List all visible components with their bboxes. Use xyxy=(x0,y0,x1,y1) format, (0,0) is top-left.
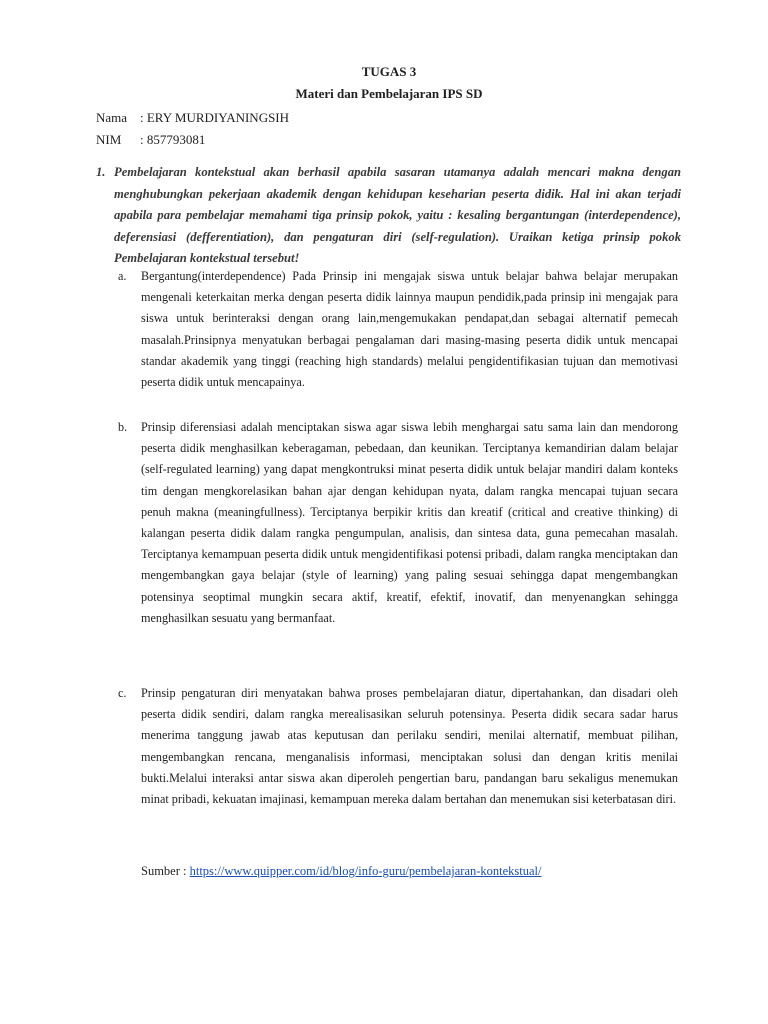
document-subtitle: Materi dan Pembelajaran IPS SD xyxy=(295,86,483,101)
answer-text: Bergantung(interdependence) Pada Prinsip ini mengajak siswa untuk belajar bahwa belajar merupakan mengenali keterkaitan merka dengan peserta didik lainnya maupun pendidik,pada prinsip ini mengajak para siswa untuk berinteraksi dengan orang lain,mengemukakan pendapat,dan sebagai alternatif pemecah masalah.Prinsipnya menyatukan berbagai pengalaman dari masing-masing peserta didik untuk mencapai standar akademik yang tinggi (reaching high standards) melalui pengidentifikasian tujuan dan memotivasi peserta didik untuk mencapainya. xyxy=(141,269,678,390)
nim-value: : 857793081 xyxy=(140,132,206,147)
answer-item-a xyxy=(118,266,678,393)
nim-label: NIM xyxy=(96,132,122,147)
answer-marker: c. xyxy=(118,686,127,700)
question-block xyxy=(96,162,681,270)
student-name-row xyxy=(96,110,289,126)
source-label: Sumber : xyxy=(141,864,190,878)
source-line xyxy=(141,864,542,879)
answer-text: Prinsip pengaturan diri menyatakan bahwa proses pembelajaran diatur, dipertahankan, dan disadari oleh peserta didik sendiri, dalam rangka merealisasikan seluruh potensinya. Peserta didik secara sadar harus menerima tanggung jawab atas keputusan dan perilaku sendiri, menilai alternatif, membuat pilihan, mengembangkan rencana, menganalisis informasi, menciptakan solusi dan dengan kritis menilai bukti.Melalui interaksi antar siswa akan diperoleh pengertian baru, pandangan baru sekaligus menemukan minat pribadi, kekuatan imajinasi, kemampuan mereka dalam bertahan dan menemukan sisi keterbatasan diri. xyxy=(141,686,678,807)
source-link[interactable]: https://www.quipper.com/id/blog/info-guru/pembelajaran-kontekstual/ xyxy=(189,864,542,878)
name-value: : ERY MURDIYANINGSIH xyxy=(140,110,290,125)
document-title: TUGAS 3 xyxy=(361,64,417,79)
question-text: Pembelajaran kontekstual akan berhasil apabila sasaran utamanya adalah mencari makna dengan menghubungkan pekerjaan akademik dengan kehidupan keseharian peserta didik. Hal ini akan terjadi apabila para pembelajar memahami tiga prinsip pokok, yaitu : kesaling bergantungan (interdependence), deferensiasi (defferentiation), dan pengaturan diri (self-regulation). Uraikan ketiga prinsip pokok Pembelajaran kontekstual tersebut! xyxy=(114,165,681,265)
answer-marker: a. xyxy=(118,269,127,283)
answer-marker: b. xyxy=(118,420,128,434)
answer-text: Prinsip diferensiasi adalah menciptakan siswa agar siswa lebih menghargai satu sama lain dan mendorong peserta didik menghasilkan keberagaman, pebedaan, dan keunikan. Terciptanya kemandirian dalam belajar (self-regulated learning) yang dapat mengkontruksi minat peserta didik untuk belajar mandiri dalam konteks tim dengan mengkorelasikan bahan ajar dengan kehidupan nyata, dalam rangka mencapai tujuan secara penuh makna (meaningfullness). Terciptanya berpikir kritis dan kreatif (critical and creative thinking) di kalangan peserta didik dalam rangka pengumpulan, analisis, dan sintesa data, guna pemecahan masalah. Terciptanya kemampuan peserta didik untuk mengidentifikasi potensi pribadi, dalam rangka menciptakan dan mengembangkan gaya belajar (style of learning) yang paling sesuai sehingga dapat mengembangkan potensinya seoptimal mungkin secara aktif, kreatif, efektif, inovatif, dan menyenangkan sehingga menghasilkan sesuatu yang bermanfaat. xyxy=(141,420,678,625)
answer-item-b xyxy=(118,417,678,629)
name-label: Nama xyxy=(96,110,128,125)
student-nim-row xyxy=(96,132,205,148)
question-number: 1. xyxy=(96,165,106,179)
answer-item-c xyxy=(118,683,678,810)
